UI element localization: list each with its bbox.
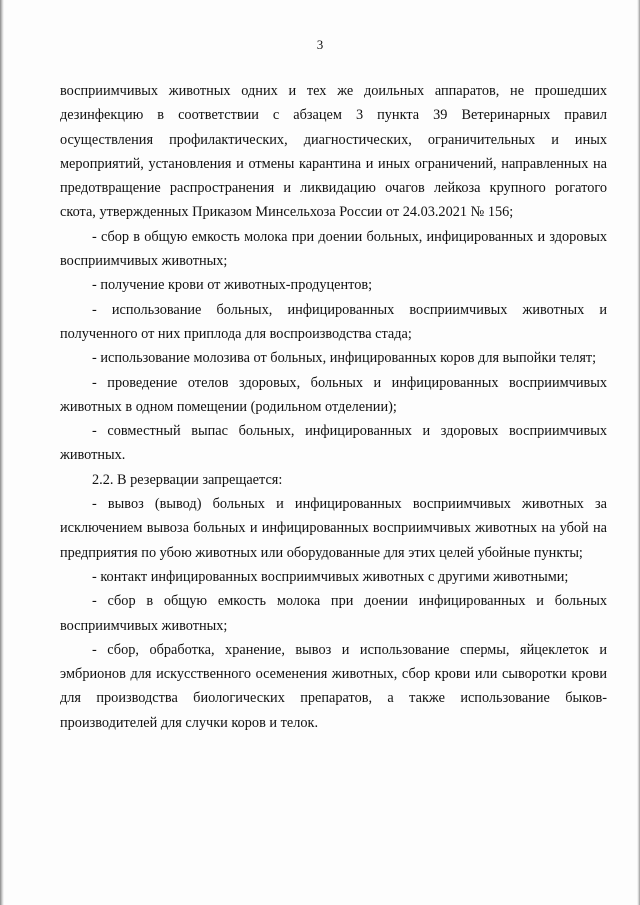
list-item-colostrum-use: - использование молозива от больных, инфицированных коров для выпойки телят; — [92, 350, 597, 367]
list-item-calving: - проведение отелов здоровых, больных и инфицированных восприимчивых животных в одном помещении (родильном отделении); — [60, 374, 607, 415]
document-body — [60, 79, 607, 735]
list-item-contact: - контакт инфицированных восприимчивых животных с другими животными; — [92, 568, 569, 585]
list-item-reproduction-use: - использование больных, инфицированных восприимчивых животных и полученного от них приплода для воспроизводства стада; — [60, 301, 607, 342]
list-item-milk-collection: - сбор в общую емкость молока при доении больных, инфицированных и здоровых восприимчивых животных; — [60, 228, 607, 270]
list-item-semen-handling: - сбор, обработка, хранение, вывоз и использование спермы, яйцеклеток и эмбрионов для искусственного осеменения животных, сбор крови или сыворотки крови для производства биологических препаратов, а также использование быков-производителей для случки коров и телок. — [60, 641, 607, 731]
section-heading-2-2: 2.2. В резервации запрещается: — [92, 471, 283, 488]
list-item-blood-collection: - получение крови от животных-продуцентов; — [92, 277, 373, 294]
paragraph-continuation: восприимчивых животных одних и тех же доильных аппаратов, не прошедших дезинфекцию в соответствии с абзацем 3 пункта 39 Ветеринарных правил осуществления профилактических, диагностических, ограничительных и иных мероприятий, установления и отмены карантина и иных ограничений, направленных на предотвращение распространения и ликвидацию очагов лейкоза крупного рогатого скота, утвержденных Приказом Минсельхоза России от 24.03.2021 № 156; — [60, 83, 607, 221]
list-item-milk-collection-reservation: - сбор в общую емкость молока при доении инфицированных и больных восприимчивых животных; — [60, 593, 607, 634]
list-item-removal: - вывоз (вывод) больных и инфицированных восприимчивых животных за исключением вывоза больных и инфицированных восприимчивых животных на убой на предприятия по убою животных или оборудованные для этих целей убойные пункты; — [60, 496, 607, 561]
list-item-grazing: - совместный выпас больных, инфицированных и здоровых восприимчивых животных. — [60, 423, 607, 464]
scan-edge-left — [0, 0, 4, 905]
page-number: 3 — [316, 37, 324, 52]
